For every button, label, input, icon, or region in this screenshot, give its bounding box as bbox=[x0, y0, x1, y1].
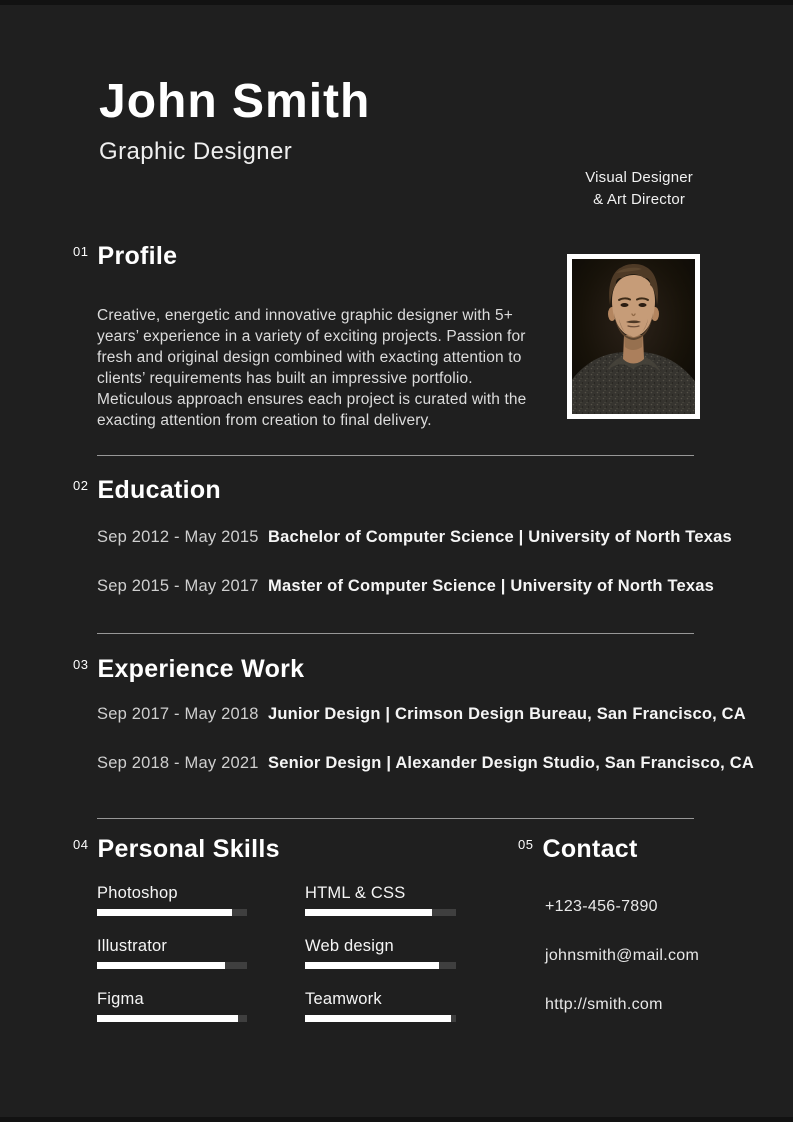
contact-phone[interactable]: +123-456-7890 bbox=[545, 898, 658, 915]
skill-item bbox=[305, 937, 456, 969]
skill-item bbox=[97, 884, 247, 916]
contact-list bbox=[545, 898, 699, 1045]
section-title: Education bbox=[97, 476, 222, 504]
education-dates: Sep 2012 - May 2015 bbox=[97, 528, 259, 546]
portrait-photo bbox=[567, 254, 700, 419]
section-number: 04 bbox=[73, 837, 89, 852]
contact-email[interactable]: johnsmith@mail.com bbox=[545, 947, 700, 964]
education-dates: Sep 2015 - May 2017 bbox=[97, 577, 259, 595]
experience-rows bbox=[97, 705, 754, 773]
section-title: Personal Skills bbox=[97, 835, 280, 863]
skill-bar-fill bbox=[305, 962, 439, 969]
section-title: Experience Work bbox=[97, 655, 305, 683]
divider bbox=[97, 818, 694, 819]
skill-label: Teamwork bbox=[305, 990, 382, 1008]
page-edge-top bbox=[0, 0, 793, 5]
education-detail: Bachelor of Computer Science | University of North Texas bbox=[268, 528, 732, 546]
person-name: John Smith bbox=[99, 75, 371, 128]
experience-detail: Junior Design | Crimson Design Bureau, San Francisco, CA bbox=[268, 705, 746, 723]
skill-bar-fill bbox=[305, 1015, 451, 1022]
skill-bar bbox=[97, 962, 247, 969]
skill-item bbox=[97, 937, 247, 969]
role-line-1: Visual Designer bbox=[585, 169, 693, 186]
section-number: 03 bbox=[73, 657, 89, 672]
role-tagline bbox=[585, 167, 693, 210]
education-detail: Master of Computer Science | University of North Texas bbox=[268, 577, 715, 595]
header bbox=[99, 76, 370, 166]
page-edge-bottom bbox=[0, 1117, 793, 1122]
section-title: Contact bbox=[542, 835, 638, 863]
divider bbox=[97, 455, 694, 456]
section-experience-heading bbox=[73, 656, 304, 684]
skill-label: Figma bbox=[97, 990, 144, 1008]
section-number: 05 bbox=[518, 837, 534, 852]
role-line-2: & Art Director bbox=[593, 190, 686, 208]
skill-bar bbox=[97, 909, 247, 916]
experience-dates: Sep 2018 - May 2021 bbox=[97, 754, 259, 772]
section-education-heading bbox=[73, 477, 221, 505]
skill-bar bbox=[97, 1015, 247, 1022]
skill-bar bbox=[305, 1015, 456, 1022]
contact-website[interactable]: http://smith.com bbox=[545, 996, 663, 1013]
education-rows bbox=[97, 528, 732, 596]
skill-bar-fill bbox=[97, 962, 225, 969]
portrait-illustration bbox=[572, 259, 695, 414]
skill-item bbox=[97, 990, 247, 1022]
skill-bar-fill bbox=[305, 909, 432, 916]
skill-label: Web design bbox=[305, 937, 394, 955]
skills-grid bbox=[97, 884, 456, 1022]
section-skills-heading bbox=[73, 836, 280, 864]
profile-summary: Creative, energetic and innovative graphic designer with 5+ years’ experience in a variety of exciting projects. Passion for fresh and original design combined with exacting attention to clients’ requirements has built an impressive portfolio. Meticulous approach ensures each project is curated with the exacting attention from creation to final delivery. bbox=[97, 306, 527, 429]
skill-item bbox=[305, 990, 456, 1022]
skill-label: Illustrator bbox=[97, 937, 168, 955]
section-title: Profile bbox=[97, 242, 178, 270]
section-profile-heading bbox=[73, 243, 177, 271]
section-number: 01 bbox=[73, 244, 89, 259]
skill-bar bbox=[305, 962, 456, 969]
skill-bar-fill bbox=[97, 1015, 238, 1022]
skill-item bbox=[305, 884, 456, 916]
skill-label: HTML & CSS bbox=[305, 884, 406, 902]
section-number: 02 bbox=[73, 478, 89, 493]
person-job-title: Graphic Designer bbox=[99, 137, 293, 165]
experience-detail: Senior Design | Alexander Design Studio, San Francisco, CA bbox=[268, 754, 754, 772]
skill-bar-fill bbox=[97, 909, 232, 916]
skill-label: Photoshop bbox=[97, 884, 178, 902]
divider bbox=[97, 633, 694, 634]
section-contact-heading bbox=[518, 836, 638, 864]
experience-dates: Sep 2017 - May 2018 bbox=[97, 705, 259, 723]
skill-bar bbox=[305, 909, 456, 916]
